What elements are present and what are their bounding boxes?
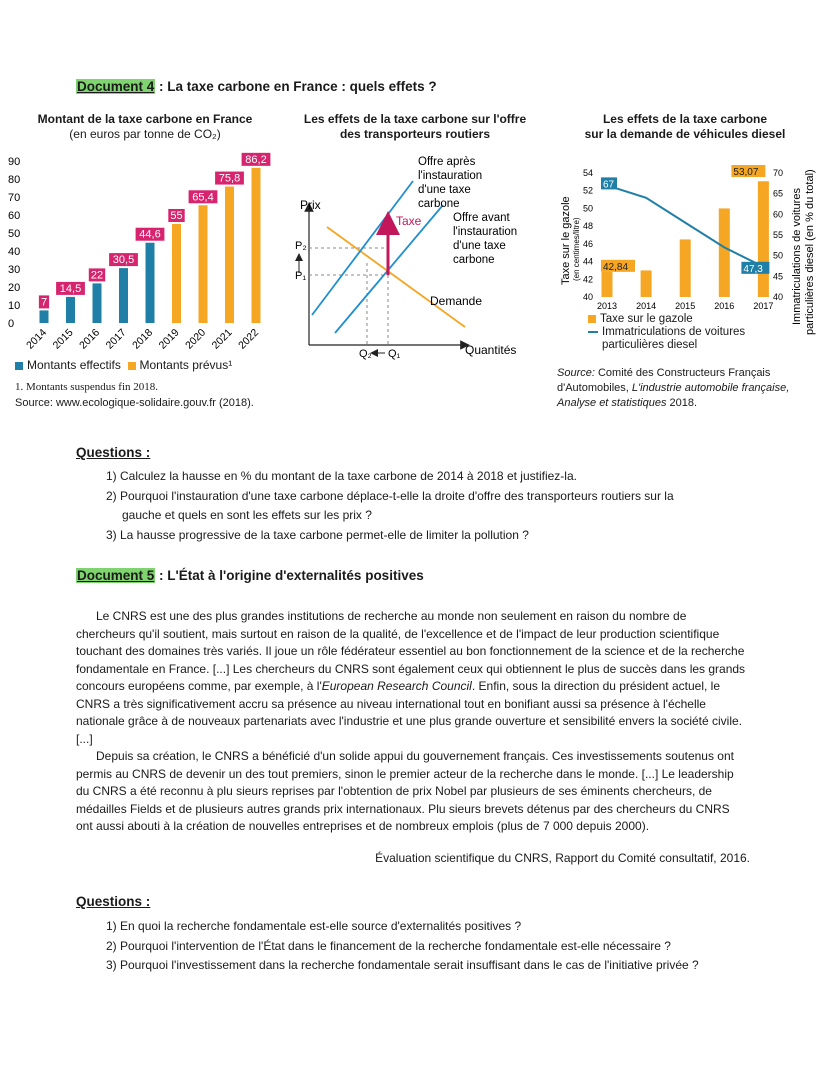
chart2-offre-apres-3: d'une taxe <box>418 184 471 196</box>
legend-square-prevus <box>128 362 136 370</box>
chart1-bar <box>146 243 155 323</box>
chart2-q1: Q₁ <box>388 348 401 360</box>
chart3-xtick: 2014 <box>636 301 657 311</box>
document-5-title: : L'État à l'origine d'externalités positives <box>155 568 424 583</box>
chart3-right-tick: 70 <box>773 168 784 178</box>
legend-effectifs: Montants effectifs <box>27 358 121 372</box>
document-5-paragraph-1 <box>76 608 748 748</box>
chart3-title-block <box>555 112 815 142</box>
chart2-offre-avant-1: Offre avant <box>453 212 510 224</box>
chart3-bar-label-last: 53,07 <box>733 167 759 178</box>
chart1-value-label: 7 <box>40 296 48 309</box>
chart1-value-label: 65,4 <box>192 191 214 204</box>
chart1-xtick: 2022 <box>236 326 262 352</box>
chart1-ytick: 60 <box>8 210 21 222</box>
chart2-offre-apres-2: l'instauration <box>418 170 483 182</box>
chart3-left-tick: 42 <box>583 274 594 285</box>
chart1-ytick: 80 <box>8 174 21 186</box>
chart1-ytick: 90 <box>8 156 21 168</box>
question-2-3: 3) Pourquoi l'investissement dans la recherche fondamentale serait insuffisant dans le cas de l'initiative privée ? <box>106 958 699 972</box>
chart1-value-label: 86,2 <box>245 153 267 166</box>
chart3-left-tick: 48 <box>583 221 594 232</box>
chart2-offre-avant-3: d'une taxe <box>453 240 506 252</box>
chart2-offre-apres-4: carbone <box>418 198 460 210</box>
chart1-value-label: 75,8 <box>218 172 241 185</box>
chart3-left-tick: 50 <box>583 203 594 214</box>
chart1-legend <box>15 358 232 373</box>
questions-2-list <box>106 917 699 976</box>
chart3-title-line1: Les effets de la taxe carbone <box>602 112 768 126</box>
chart2-axis-quantites: Quantités <box>465 343 517 357</box>
document-4-heading <box>76 79 437 94</box>
chart1-value-label: 44,6 <box>139 228 161 241</box>
question-1-1: 1) Calculez la hausse en % du montant de la taxe carbone de 2014 à 2018 et justifiez-la. <box>106 469 577 483</box>
chart2-offre-apres-1: Offre après <box>418 156 476 168</box>
chart3-left-axis-title: Taxe sur le gazole <box>560 196 572 285</box>
chart3-xtick: 2016 <box>714 301 735 311</box>
chart3-left-axis-sub: (en centimes/litre) <box>572 217 581 281</box>
chart2-tax-label: Taxe <box>396 214 422 228</box>
chart1-xtick: 2016 <box>77 326 103 352</box>
chart3-legend-line-1: Immatriculations de voitures <box>602 326 746 338</box>
chart3-left-tick: 54 <box>583 168 594 178</box>
questions-2-heading: Questions : <box>76 894 151 909</box>
chart3-left-tick: 44 <box>583 256 594 267</box>
chart3-legend-line-2: particulières diesel <box>602 339 698 351</box>
chart2-supply-demand <box>285 145 545 365</box>
chart1-bar <box>252 168 261 323</box>
chart1-bar <box>66 297 75 323</box>
chart3-source-1: Comité des Constructeurs Français <box>594 367 771 379</box>
chart1-ytick: 50 <box>8 228 21 240</box>
chart2-q2: Q₂ <box>359 348 372 360</box>
document-5-label: Document 5 <box>77 568 155 583</box>
chart3-source-3b: 2018. <box>666 397 698 409</box>
chart1-bar <box>119 268 128 323</box>
question-1-2-cont: gauche et quels en sont les effets sur les prix ? <box>122 508 372 522</box>
para1-part3: . Enfin, sous la direction du président actuel, le CNRS a très significativement accru sa présence au niveau international tout en bonifiant aussi sa présence à l'échelle nationale grâce à de nouveaux partenariats avec l'industrie et une plus grande ouverture et sensibilité envers la société civile. [...] <box>76 679 743 746</box>
question-1-2: 2) Pourquoi l'instauration d'une taxe carbone déplace-t-elle la droite d'offre des transporteurs routiers sur la <box>106 488 674 503</box>
chart2-offre-avant-2: l'instauration <box>453 226 518 238</box>
chart2-title-block <box>290 112 540 142</box>
questions-1-list <box>106 467 674 545</box>
chart1-bar <box>172 224 181 323</box>
chart3-bar-label-first: 42,84 <box>603 261 629 273</box>
chart3-legend-bar: Taxe sur le gazole <box>600 313 693 325</box>
chart3-xtick: 2017 <box>753 301 774 311</box>
chart3-right-tick: 40 <box>773 292 784 302</box>
chart2-demand-label: Demande <box>430 294 483 308</box>
questions-1-heading: Questions : <box>76 445 151 460</box>
chart3-left-tick: 40 <box>583 292 594 302</box>
chart1-ytick: 40 <box>8 246 21 258</box>
chart3-xtick: 2013 <box>596 301 618 311</box>
chart2-p2: P₂ <box>295 240 307 252</box>
chart1-ytick: 70 <box>8 192 21 204</box>
chart2-demand-line <box>327 227 465 327</box>
chart1-bar-chart <box>0 145 285 360</box>
legend-prevus: Montants prévus¹ <box>139 358 233 372</box>
chart1-bar <box>225 187 234 323</box>
legend-square-gazole <box>588 315 596 323</box>
chart1-value-label: 22 <box>90 269 104 282</box>
chart3-left-tick: 46 <box>583 238 594 249</box>
chart1-xtick: 2017 <box>103 326 129 352</box>
chart1-bar <box>40 310 49 323</box>
chart1-bar <box>199 205 208 323</box>
chart1-subtitle: (en euros par tonne de CO₂) <box>69 127 221 141</box>
chart3-line-label-last: 47,3 <box>743 263 763 275</box>
chart2-title-line2: des transporteurs routiers <box>339 127 491 141</box>
chart3-source <box>557 366 789 411</box>
document-5-body <box>76 608 748 836</box>
chart3-right-tick: 45 <box>773 271 784 282</box>
chart1-ytick: 30 <box>8 264 21 276</box>
chart1-xtick: 2020 <box>183 326 209 352</box>
chart3-legend <box>588 313 745 352</box>
chart3-right-axis-title: Immatriculations de voitures <box>791 188 803 325</box>
document-4-label: Document 4 <box>77 79 155 94</box>
chart3-source-2b: L'industrie automobile française, <box>631 382 790 394</box>
chart2-p1: P₁ <box>295 270 307 282</box>
chart2-title-line1: Les effets de la taxe carbone sur l'offre <box>303 112 527 126</box>
chart3-source-prefix: Source: <box>557 367 595 379</box>
chart1-ytick: 10 <box>8 300 21 312</box>
chart1-bar <box>93 283 102 323</box>
chart1-source: Source: www.ecologique-solidaire.gouv.fr (2018). <box>15 397 254 409</box>
chart3-line-label-first: 67 <box>603 179 615 191</box>
chart3-bar <box>602 272 613 297</box>
chart2-offre-avant-4: carbone <box>453 254 495 266</box>
para1-erc: European Research Council <box>321 679 472 693</box>
chart1-xtick: 2018 <box>130 326 156 352</box>
chart3-right-tick: 65 <box>773 188 784 199</box>
chart3-right-axis-sub: particulières diesel (en % du total) <box>804 169 816 335</box>
document-5-paragraph-2: Depuis sa création, le CNRS a bénéficié d'un solide appui du gouvernement français. Ces investissements soutenus ont permis au CNRS de devenir un des tout premiers, sinon le premier acteur de la recherche dans le monde. [...] Le leadership du CNRS a été reconnu à plu sieurs reprises par l'obtention de prix Nobel par plusieurs de ses éminents chercheurs, de médailles Fields et de plusieurs autres grands prix internationaux. Plu sieurs brevets détenus par des chercheurs du CNRS ont aussi abouti à la création de nouvelles entreprises et de nombreux emplois (plus de 7 000 depuis 2000). <box>76 749 734 833</box>
chart1-footnote: 1. Montants suspendus fin 2018. <box>15 381 158 393</box>
chart1-value-label: 55 <box>170 210 183 222</box>
chart3-right-tick: 55 <box>773 230 784 240</box>
chart3-bar <box>758 181 769 297</box>
chart3-left-tick: 52 <box>583 185 594 196</box>
chart1-value-label: 30,5 <box>112 254 135 267</box>
legend-square-effectifs <box>15 362 23 370</box>
document-4-title: : La taxe carbone en France : quels effets ? <box>155 79 437 94</box>
chart3-xtick: 2015 <box>675 301 696 311</box>
chart2-axis-prix: Prix <box>300 198 321 212</box>
document-5-heading <box>76 568 424 583</box>
para1-part1: Le CNRS est une des plus grandes institutions de recherche au monde non seulement en raison du nombre de chercheurs qu'il soutient, mais surtout en raison de la qualité, de l'excellence et de l'impact de leur production scientifique touchant des domaines très variés. Il joue un rôle fédérateur essentiel au bon fonctionnement de la science et de la recherche fondamentale en France. [...] Les chercheurs du CNRS sont également ceux qui obtiennent le plus de succès dans les grands concours européens comme, par exemple, à l' <box>76 609 746 693</box>
chart3-source-2a: d'Automobiles, <box>557 382 632 394</box>
chart1-ytick: 0 <box>8 318 15 330</box>
chart1-title: Montant de la taxe carbone en France <box>37 112 253 126</box>
question-2-2: 2) Pourquoi l'intervention de l'État dans le financement de la recherche fondamentale est-elle nécessaire ? <box>106 938 671 953</box>
chart3-title-line2: sur la demande de véhicules diesel <box>584 127 786 141</box>
chart3-right-tick: 60 <box>773 209 784 220</box>
chart1-value-label: 14,5 <box>59 282 82 295</box>
chart1-xtick: 2021 <box>209 326 235 352</box>
chart3-bar <box>641 270 652 297</box>
chart3-source-3: Analyse et statistiques <box>557 397 667 409</box>
chart1-xtick: 2014 <box>24 326 50 352</box>
legend-line-immat <box>588 331 598 333</box>
chart1-ytick: 20 <box>8 282 21 294</box>
document-5-source: Évaluation scientifique du CNRS, Rapport du Comité consultatif, 2016. <box>375 851 750 865</box>
chart1-xtick: 2015 <box>50 326 76 352</box>
question-2-1: 1) En quoi la recherche fondamentale est-elle source d'externalités positives ? <box>106 919 522 933</box>
question-1-3: 3) La hausse progressive de la taxe carbone permet-elle de limiter la pollution ? <box>106 527 529 542</box>
chart1-xtick: 2019 <box>156 326 182 352</box>
chart3-bar <box>719 208 730 297</box>
chart3-right-tick: 50 <box>773 250 784 261</box>
chart1-title-block <box>20 112 270 142</box>
chart3-bar <box>680 239 691 297</box>
